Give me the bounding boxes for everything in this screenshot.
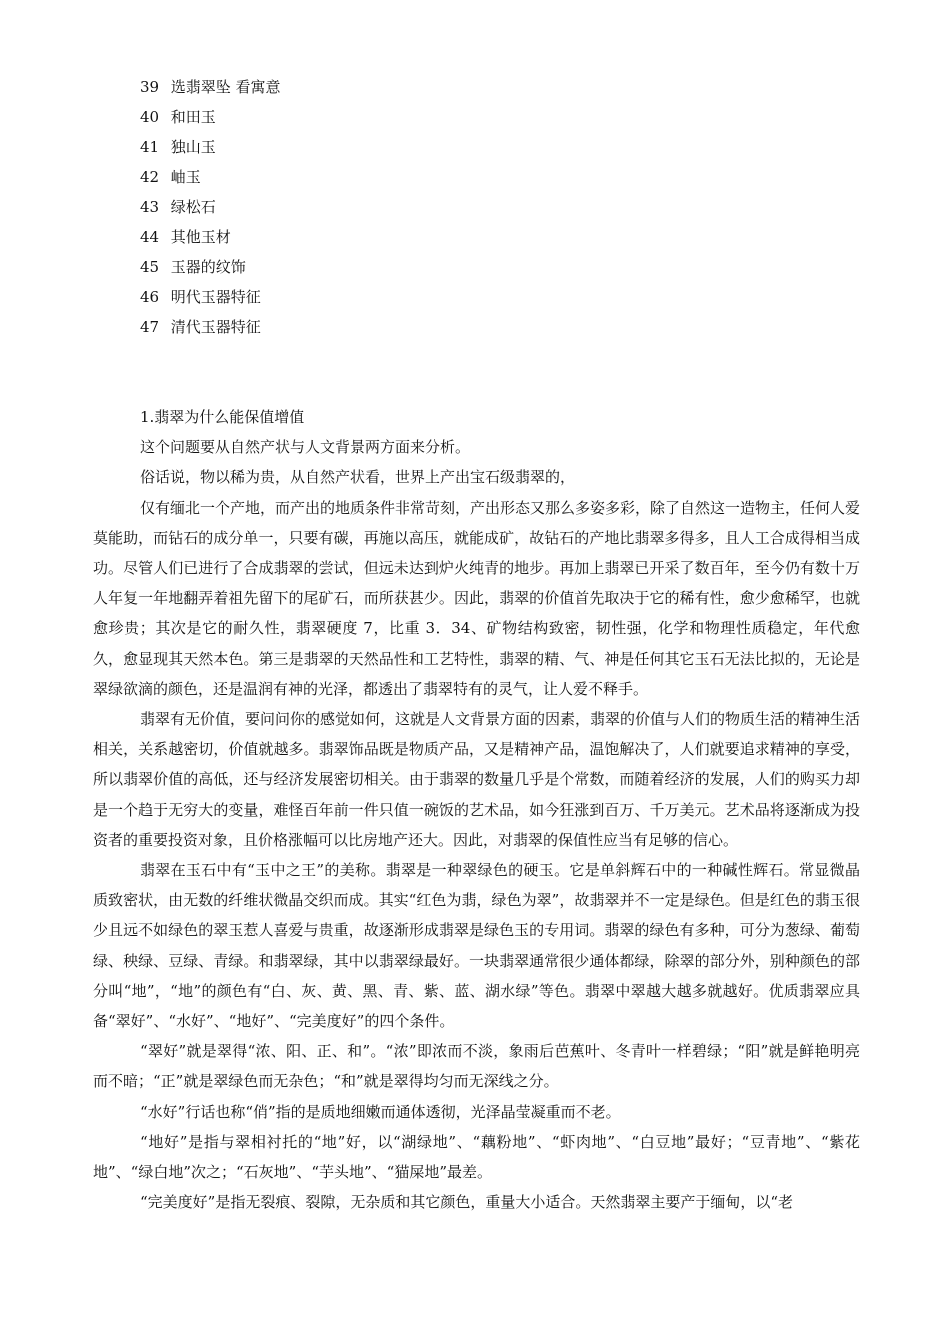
toc-item-title: 独山玉 <box>170 138 216 156</box>
paragraph: 翡翠在玉石中有“玉中之王”的美称。翡翠是一种翠绿色的硬玉。它是单斜辉石中的一种碱性辉石。常显微晶质致密状，由无数的纤维状微晶交织而成。其实“红色为翡，绿色为翠”，故翡翠并不一定是绿色。但是红色的翡玉很少且远不如绿色的翠玉惹人喜爱与贵重，故逐渐形成翡翠是绿色玉的专用词。翡翠的绿色有多种，可分为葱绿、葡萄绿、秧绿、豆绿、青绿。和翡翠绿，其中以翡翠绿最好。一块翡翠通常很少通体都绿，除翠的部分外，别种颜色的部分叫“地”，“地”的颜色有“白、灰、黄、黑、青、紫、蓝、湖水绿”等色。翡翠中翠越大越多就越好。优质翡翠应具备“翠好”、“水好”、“地好”、“完美度好”的四个条件。 <box>93 861 860 1031</box>
paragraph: “完美度好”是指无裂痕、裂隙，无杂质和其它颜色，重量大小适合。天然翡翠主要产于缅甸，以“老 <box>140 1193 794 1212</box>
toc-item-number: 41 <box>140 138 160 156</box>
toc-item <box>140 136 281 166</box>
toc-item-title: 清代玉器特征 <box>170 318 261 336</box>
toc-item-title: 玉器的纹饰 <box>170 258 246 276</box>
toc-item <box>140 106 281 136</box>
toc-item-title: 选翡翠坠 看寓意 <box>170 78 281 96</box>
toc-item <box>140 166 281 196</box>
toc-item-title: 绿松石 <box>170 198 216 216</box>
toc-item-number: 45 <box>140 258 160 276</box>
toc-item-number: 39 <box>140 78 160 96</box>
paragraph: “翠好”就是翠得“浓、阳、正、和”。“浓”即浓而不淡，象雨后芭蕉叶、冬青叶一样碧绿；“阳”就是鲜艳明亮而不暗；“正”就是翠绿色而无杂色；“和”就是翠得均匀而无深线之分。 <box>93 1042 860 1091</box>
toc-item <box>140 256 281 286</box>
toc-item <box>140 316 281 346</box>
toc-item-number: 46 <box>140 288 160 306</box>
table-of-contents <box>140 76 281 346</box>
article-body <box>93 402 860 1217</box>
toc-item-title: 和田玉 <box>170 108 216 126</box>
paragraph: “水好”行话也称“俏”指的是质地细嫩而通体透彻，光泽晶莹凝重而不老。 <box>140 1102 621 1121</box>
paragraph: 俗话说，物以稀为贵，从自然产状看，世界上产出宝石级翡翠的， <box>140 468 576 487</box>
toc-item <box>140 76 281 106</box>
paragraph: 这个问题要从自然产状与人文背景两方面来分析。 <box>140 438 471 457</box>
toc-item-number: 44 <box>140 228 160 246</box>
toc-item-title: 明代玉器特征 <box>170 288 261 306</box>
toc-item-number: 40 <box>140 108 160 126</box>
paragraph: “地好”是指与翠相衬托的“地”好，以“湖绿地”、“藕粉地”、“虾肉地”、“白豆地”最好；“豆青地”、“紫花地”、“绿白地”次之；“石灰地”、“芋头地”、“猫屎地”最差。 <box>93 1132 860 1182</box>
section-heading: 1.翡翠为什么能保值增值 <box>140 408 305 426</box>
toc-item <box>140 286 281 316</box>
toc-item-title: 其他玉材 <box>170 228 231 246</box>
toc-item-title: 岫玉 <box>170 168 201 186</box>
paragraph: 翡翠有无价值，要问问你的感觉如何，这就是人文背景方面的因素，翡翠的价值与人们的物质生活的精神生活相关，关系越密切，价值就越多。翡翠饰品既是物质产品，又是精神产品，温饱解决了，人们就要追求精神的享受，所以翡翠价值的高低，还与经济发展密切相关。由于翡翠的数量几乎是个常数，而随着经济的发展，人们的购买力却是一个趋于无穷大的变量，难怪百年前一件只值一碗饭的艺术品，如今狂涨到百万、千万美元。艺术品将逐渐成为投资者的重要投资对象，且价格涨幅可以比房地产还大。因此，对翡翠的保值性应当有足够的信心。 <box>93 710 861 849</box>
toc-item-number: 47 <box>140 318 160 336</box>
toc-item <box>140 226 281 256</box>
toc-item-number: 42 <box>140 168 160 186</box>
toc-item-number: 43 <box>140 198 160 216</box>
paragraph: 仅有缅北一个产地，而产出的地质条件非常苛刻，产出形态又那么多姿多彩，除了自然这一造物主，任何人爱莫能助，而钻石的成分单一，只要有碳，再施以高压，就能成矿，故钻石的产地比翡翠多得多，且人工合成得相当成功。尽管人们已进行了合成翡翠的尝试，但远未达到炉火纯青的地步。再加上翡翠已开采了数百年，至今仍有数十万人年复一年地翻弄着祖先留下的尾矿石，而所获甚少。因此，翡翠的价值首先取决于它的稀有性，愈少愈稀罕，也就愈珍贵；其次是它的耐久性，翡翠硬度 7，比重 3．34、矿物结构致密，韧性强，化学和物理性质稳定，年代愈久，愈显现其天然本色。第三是翡翠的天然品性和工艺特性，翡翠的精、气、神是任何其它玉石无法比拟的，无论是翠绿欲滴的颜色，还是温润有神的光泽，都透出了翡翠特有的灵气，让人爱不释手。 <box>93 498 861 698</box>
toc-item <box>140 196 281 226</box>
